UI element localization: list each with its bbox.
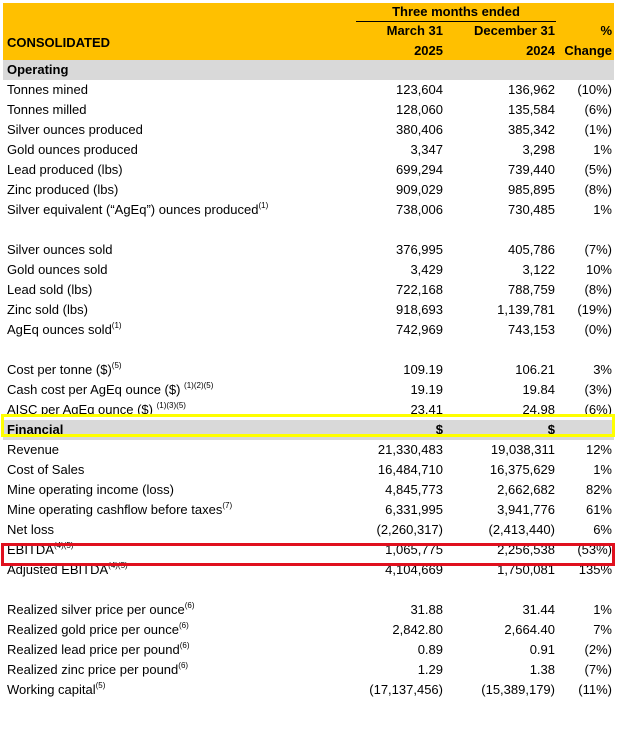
row-label (7, 380, 213, 400)
value-mar-2025: 128,060 (396, 102, 443, 117)
value-mar-2025: 699,294 (396, 162, 443, 177)
value-dec-2024: 2,662,682 (497, 482, 555, 497)
row-label (7, 260, 107, 280)
row-label (7, 280, 92, 300)
value-mar-2025: 4,104,669 (385, 562, 443, 577)
value-dec-2024: 985,895 (508, 182, 555, 197)
percent-change: 135% (578, 562, 612, 577)
col1-header-line2: 2025 (414, 43, 443, 58)
col1-header-line1: March 31 (386, 23, 443, 38)
value-dec-2024: 3,298 (522, 142, 555, 157)
section-operating (3, 60, 614, 80)
value-mar-2025: 722,168 (396, 282, 443, 297)
value-dec-2024: 2,256,538 (497, 542, 555, 557)
value-dec-2024: 136,962 (508, 82, 555, 97)
row-label-text: Adjusted EBITDA (7, 562, 109, 577)
value-dec-2024: 16,375,629 (489, 462, 555, 477)
value-dec-2024: 739,440 (508, 162, 555, 177)
value-dec-2024: 730,485 (508, 202, 555, 217)
footnote-ref: (4)(5) (53, 541, 74, 550)
row-label-text: Cost of Sales (7, 462, 85, 477)
row-label-text: AISC per AgEq ounce ($) (7, 402, 157, 417)
table-row (3, 460, 614, 480)
row-label-text: Cost per tonne ($) (7, 362, 112, 377)
value-mar-2025: 380,406 (396, 122, 443, 137)
percent-change: 7% (593, 622, 612, 637)
row-label (7, 500, 232, 520)
value-mar-2025: 23.41 (410, 402, 443, 417)
value-dec-2024: 31.44 (522, 602, 555, 617)
table-row (3, 640, 614, 660)
value-dec-2024: 1,139,781 (497, 302, 555, 317)
table-row (3, 260, 614, 280)
percent-change: (2%) (584, 642, 612, 657)
value-mar-2025: (2,260,317) (376, 522, 443, 537)
percent-change: (7%) (584, 242, 612, 257)
table-title: CONSOLIDATED (7, 35, 111, 50)
percent-change: 1% (593, 142, 612, 157)
table-row (3, 160, 614, 180)
percent-change: (0%) (584, 322, 612, 337)
footnote-ref: (6) (184, 601, 195, 610)
value-mar-2025: 21,330,483 (377, 442, 443, 457)
table-row (3, 320, 614, 340)
row-label-text: Silver ounces produced (7, 122, 143, 137)
value-mar-2025: 109.19 (403, 362, 443, 377)
table-row (3, 120, 614, 140)
row-label (7, 520, 54, 540)
value-dec-2024: 19,038,311 (490, 442, 555, 457)
unit-col1: $ (435, 422, 443, 437)
row-label-text: Realized silver price per ounce (7, 602, 185, 617)
col3-header-line2: Change (564, 43, 612, 58)
row-label (7, 660, 188, 680)
row-label (7, 460, 84, 480)
col2-header-line2: 2024 (526, 43, 555, 58)
percent-change: 1% (593, 462, 612, 477)
row-label-text: Cash cost per AgEq ounce ($) (7, 382, 185, 397)
percent-change: (3%) (584, 382, 612, 397)
table-row (3, 80, 614, 100)
col2-header-line1: December 31 (474, 23, 555, 38)
value-dec-2024: 1.38 (529, 662, 555, 677)
row-label (7, 200, 268, 220)
row-label (7, 320, 122, 340)
table-row (3, 280, 614, 300)
table-header (3, 3, 614, 60)
aisc-highlight-box (1, 414, 615, 437)
footnote-ref: (6) (179, 621, 189, 630)
row-label-text: AgEq ounces sold (7, 322, 112, 337)
value-dec-2024: 405,786 (508, 242, 555, 257)
value-dec-2024: 106.21 (515, 362, 555, 377)
row-label (7, 240, 113, 260)
row-label-text: Lead produced (lbs) (7, 162, 123, 177)
row-label-text: EBITDA (7, 542, 54, 557)
table-row (3, 500, 614, 520)
row-label-text: Revenue (7, 442, 60, 457)
row-label (7, 620, 189, 640)
table-row (3, 180, 614, 200)
footnote-ref: (5) (95, 681, 106, 690)
percent-change: (19%) (577, 302, 612, 317)
percent-change: 10% (585, 262, 612, 277)
row-label (7, 600, 195, 620)
row-label-text: Realized zinc price per pound (7, 662, 179, 677)
footnote-ref: (1)(3)(5) (156, 401, 186, 410)
spacer (3, 580, 614, 600)
table-row (3, 680, 614, 700)
footnote-ref: (7) (222, 501, 233, 510)
spacer (3, 340, 614, 360)
value-dec-2024: 385,342 (508, 122, 555, 137)
table-row (3, 520, 614, 540)
value-dec-2024: 743,153 (508, 322, 555, 337)
value-mar-2025: 31.88 (410, 602, 443, 617)
row-label (7, 480, 174, 500)
percent-change: (8%) (584, 182, 612, 197)
footnote-ref: (1) (111, 321, 122, 330)
percent-change: 6% (593, 522, 612, 537)
row-label-text: Net loss (7, 522, 54, 537)
table-row (3, 200, 614, 220)
row-label-text: Gold ounces produced (7, 142, 138, 157)
table-row (3, 600, 614, 620)
row-label (7, 140, 138, 160)
value-mar-2025: 1,065,775 (385, 542, 443, 557)
row-label (7, 100, 87, 120)
percent-change: 82% (585, 482, 612, 497)
row-label (7, 120, 143, 140)
value-dec-2024: 3,941,776 (497, 502, 555, 517)
unit-col2: $ (547, 422, 555, 437)
operating-production-group (3, 80, 614, 220)
percent-change: 1% (593, 202, 612, 217)
value-mar-2025: 742,969 (396, 322, 443, 337)
row-label-text: Realized gold price per ounce (7, 622, 179, 637)
percent-change: (8%) (584, 282, 612, 297)
section-title: Financial (7, 422, 64, 437)
consolidated-table (3, 3, 614, 700)
value-mar-2025: 3,429 (410, 262, 443, 277)
footnote-ref: (5) (111, 361, 122, 370)
col3-header-line1: % (600, 23, 612, 38)
value-mar-2025: 0.89 (417, 642, 443, 657)
value-dec-2024: 19.84 (522, 382, 555, 397)
period-divider (356, 21, 556, 22)
percent-change: (10%) (577, 82, 612, 97)
percent-change: (6%) (584, 402, 612, 417)
footnote-ref: (4)(5) (108, 561, 128, 570)
table-row (3, 620, 614, 640)
row-label-text: Tonnes milled (7, 102, 87, 117)
row-label-text: Zinc produced (lbs) (7, 182, 119, 197)
value-mar-2025: 19.19 (410, 382, 443, 397)
footnote-ref: (6) (178, 661, 189, 670)
value-mar-2025: 909,029 (396, 182, 443, 197)
value-dec-2024: 3,122 (522, 262, 555, 277)
value-mar-2025: 4,845,773 (385, 482, 443, 497)
net-loss-highlight-box (1, 543, 615, 566)
table-row (3, 100, 614, 120)
row-label (7, 300, 88, 320)
row-label (7, 160, 123, 180)
value-mar-2025: 2,842.80 (392, 622, 443, 637)
value-mar-2025: 376,995 (396, 242, 443, 257)
row-label-text: Silver ounces sold (7, 242, 113, 257)
row-label-text: Mine operating income (loss) (7, 482, 174, 497)
percent-change: (1%) (584, 122, 612, 137)
value-mar-2025: 738,006 (396, 202, 443, 217)
row-label-text: Lead sold (lbs) (7, 282, 93, 297)
value-dec-2024: 1,750,081 (497, 562, 555, 577)
spacer (3, 220, 614, 240)
table-row (3, 240, 614, 260)
value-mar-2025: 6,331,995 (385, 502, 443, 517)
footnote-ref: (1) (258, 201, 269, 210)
percent-change: 1% (593, 602, 612, 617)
value-mar-2025: (17,137,456) (369, 682, 443, 697)
period-header: Three months ended (392, 4, 520, 19)
row-label (7, 180, 118, 200)
value-dec-2024: 2,664.40 (504, 622, 555, 637)
financial-prices-group (3, 600, 614, 700)
value-mar-2025: 16,484,710 (377, 462, 443, 477)
row-label (7, 680, 105, 700)
row-label-text: Mine operating cashflow before taxes (7, 502, 223, 517)
footnote-ref: (6) (179, 641, 190, 650)
table-row (3, 360, 614, 380)
value-mar-2025: 123,604 (396, 82, 443, 97)
value-mar-2025: 918,693 (396, 302, 443, 317)
footnote-ref: (1)(2)(5) (184, 381, 214, 390)
value-dec-2024: 24.98 (522, 402, 555, 417)
row-label-text: Tonnes mined (7, 82, 88, 97)
section-title: Operating (7, 62, 69, 77)
percent-change: 12% (585, 442, 612, 457)
percent-change: (6%) (584, 102, 612, 117)
value-dec-2024: 0.91 (529, 642, 555, 657)
value-mar-2025: 3,347 (410, 142, 443, 157)
operating-cost-group (3, 360, 614, 420)
operating-sales-group (3, 240, 614, 340)
percent-change: (7%) (584, 662, 612, 677)
value-dec-2024: (2,413,440) (488, 522, 555, 537)
row-label (7, 80, 88, 100)
percent-change: 3% (593, 362, 612, 377)
table-row (3, 660, 614, 680)
value-dec-2024: 135,584 (508, 102, 555, 117)
row-label-text: Realized lead price per pound (7, 642, 180, 657)
table-row (3, 440, 614, 460)
row-label-text: Gold ounces sold (7, 262, 108, 277)
row-label (7, 360, 122, 380)
table-row (3, 480, 614, 500)
row-label-text: Silver equivalent (“AgEq”) ounces produced (7, 202, 259, 217)
percent-change: 61% (585, 502, 612, 517)
percent-change: (53%) (577, 542, 612, 557)
table-row (3, 140, 614, 160)
row-label-text: Working capital (7, 682, 96, 697)
percent-change: (5%) (584, 162, 612, 177)
percent-change: (11%) (578, 682, 612, 697)
table-row (3, 300, 614, 320)
row-label (7, 440, 59, 460)
table-row (3, 380, 614, 400)
value-dec-2024: 788,759 (508, 282, 555, 297)
value-dec-2024: (15,389,179) (481, 682, 555, 697)
value-mar-2025: 1.29 (417, 662, 443, 677)
row-label-text: Zinc sold (lbs) (7, 302, 88, 317)
row-label (7, 640, 190, 660)
